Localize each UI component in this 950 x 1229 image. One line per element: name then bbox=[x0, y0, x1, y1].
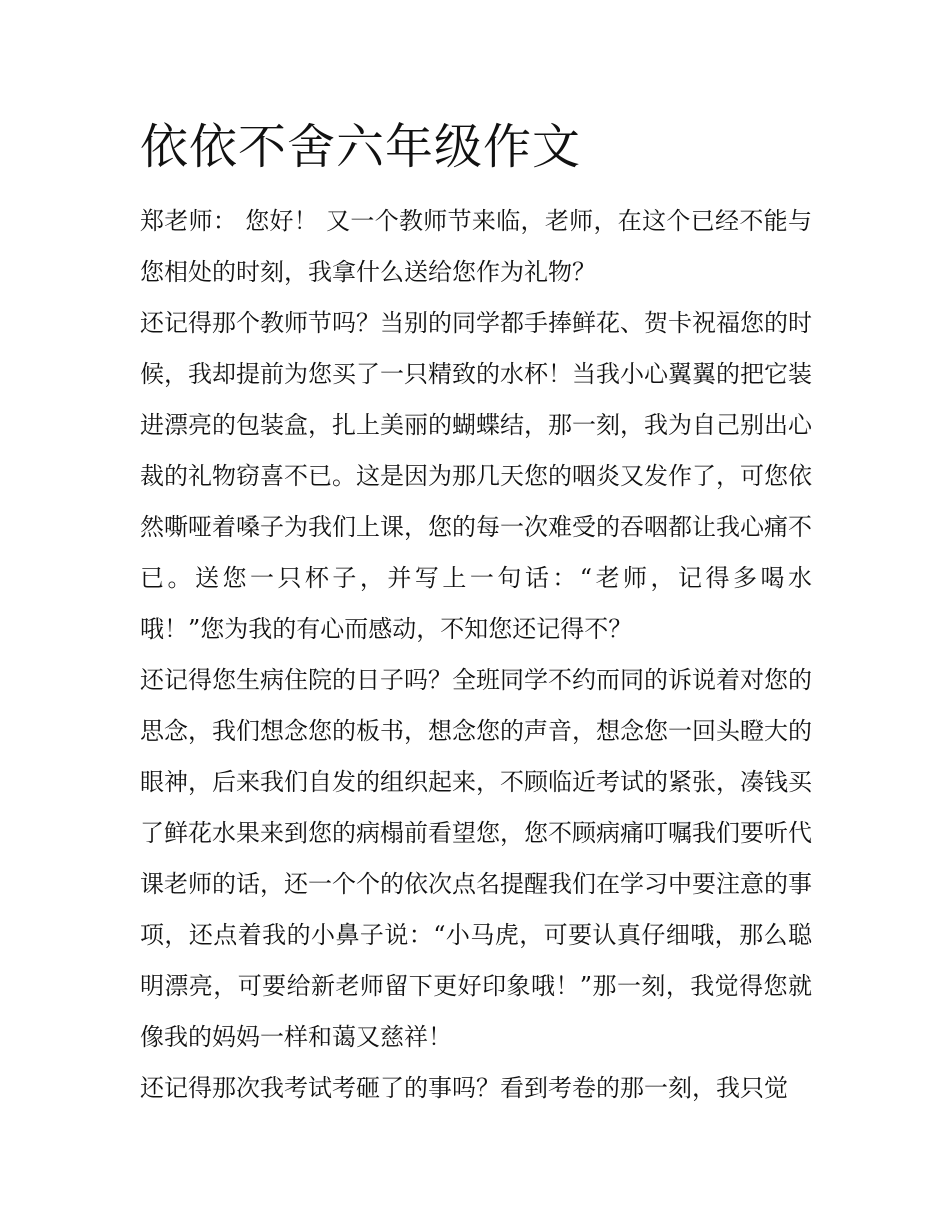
document-title: 依依不舍六年级作文 bbox=[140, 119, 582, 175]
paragraph-teachers-day-cup: 还记得那个教师节吗？当别的同学都手捧鲜花、贺卡祝福您的时候，我却提前为您买了一只精致的水杯！当我小心翼翼的把它装进漂亮的包装盒，扎上美丽的蝴蝶结，那一刻，我为自己别出心裁的礼物窃喜不已。这是因为那几天您的咽炎又发作了，可您依然嘶哑着嗓子为我们上课，您的每一次难受的吞咽都让我心痛不已。送您一只杯子，并写上一句话：“老师，记得多喝水哦！”您为我的有心而感动，不知您还记得不？ bbox=[140, 309, 812, 643]
document-body bbox=[140, 112, 812, 1114]
paragraph-failed-exam: 还记得那次我考试考砸了的事吗？看到考卷的那一刻，我只觉 bbox=[140, 1074, 788, 1102]
paragraph-greeting: 郑老师： 您好！ 又一个教师节来临，老师，在这个已经不能与您相处的时刻，我拿什么送给您作为礼物？ bbox=[140, 207, 812, 286]
paragraph-hospital-visit: 还记得您生病住院的日子吗？全班同学不约而同的诉说着对您的思念，我们想念您的板书，想念您的声音，想念您一回头瞪大的眼神，后来我们自发的组织起来，不顾临近考试的紧张，凑钱买了鲜花水果来到您的病榻前看望您，您不顾病痛叮嘱我们要听代课老师的话，还一个个的依次点名提醒我们在学习中要注意的事项，还点着我的小鼻子说：“小马虎，可要认真仔细哦，那么聪明漂亮，可要给新老师留下更好印象哦！”那一刻，我觉得您就像我的妈妈一样和蔼又慈祥！ bbox=[140, 666, 812, 1051]
